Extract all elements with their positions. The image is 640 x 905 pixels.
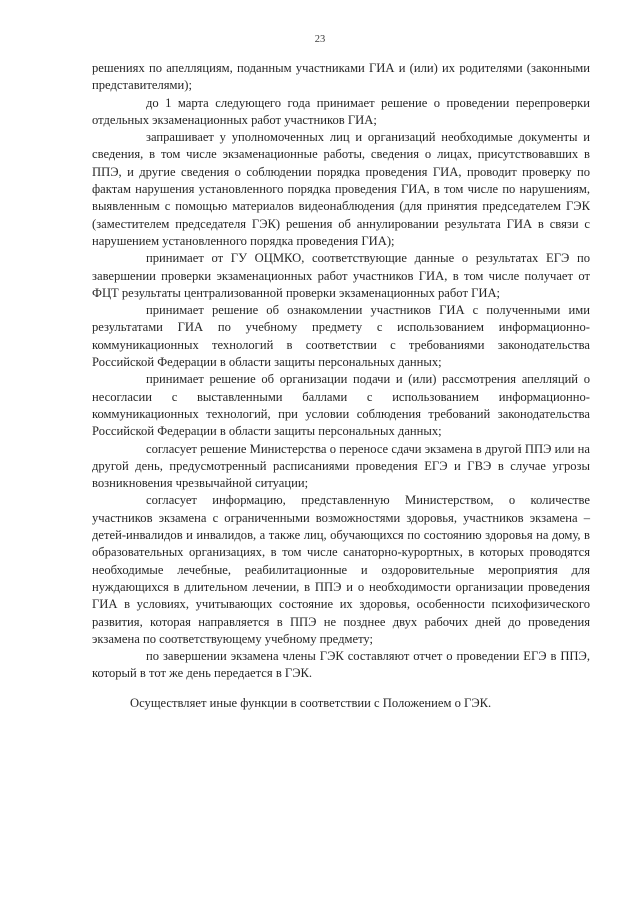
paragraph-6: принимает решение об организации подачи и (или) рассмотрения апелляций о несогласии с выставленными баллами с использованием информационно-коммуникационных технологий, при условии соблюдения требований законодательства Российской Федерации в области защиты персональных данных; [92,372,590,439]
paragraph-3: запрашивает у уполномоченных лиц и организаций необходимые документы и сведения, в том числе экзаменационные работы, сведения о лицах, присутствовавших в ППЭ, и другие сведения о соблюдении порядка проведения ГИА, проводит проверку по фактам нарушения установленного порядка проведения ГИА, в том числе по нарушениям, выявленным с помощью материалов видеонаблюдения (для принятия председателем ГЭК (заместителем председателя ГЭК) решения об аннулировании результата ГИА в связи с нарушением установленного порядка проведения ГИА); [92,130,590,248]
paragraph-4: принимает от ГУ ОЦМКО, соответствующие данные о результатах ЕГЭ по завершении проверки экзаменационных работ участников ГИА, в том числе получает от ФЦТ результаты централизованной проверки экзаменационных работ ГИА; [92,251,590,300]
paragraph-1: решениях по апелляциям, поданным участниками ГИА и (или) их родителями (законными представителями); [92,61,590,93]
page-number: 23 [314,34,326,45]
paragraph-2: до 1 марта следующего года принимает решение о проведении перепроверки отдельных экзаменационных работ участников ГИА; [92,95,590,127]
paragraph-7: согласует решение Министерства о переносе сдачи экзамена в другой ППЭ или на другой день, предусмотренный расписаниями проведения ЕГЭ и ГВЭ в случае угрозы возникновения чрезвычайной ситуации; [92,441,590,491]
paragraph-8: согласует информацию, представленную Министерством, о количестве участников экзамена с ограниченными возможностями здоровья, участников экзамена – детей-инвалидов и инвалидов, а также лиц, обучающихся по состоянию здоровья на дому, в образовательных организациях, в том числе санаторно-курортных, в которых проводятся необходимые лечебные, реабилитационные и оздоровительные мероприятия для нуждающихся в длительном лечении, в ППЭ и о необходимости организации проведения ГИА в условиях, учитывающих состояние их здоровья, особенности психофизического развития, которая направляется в ППЭ не позднее двух рабочих дней до проведения экзамена по соответствующему учебному предмету; [92,493,590,646]
paragraph-10: Осуществляет иные функции в соответствии с Положением о ГЭК. [130,695,492,710]
document-body [92,60,590,712]
paragraph-5: принимает решение об ознакомлении участников ГИА с полученными ими результатами ГИА по учебному предмету с использованием информационно-коммуникационных технологий в соответствии с требованиями законодательства Российской Федерации в области защиты персональных данных; [92,303,590,370]
paragraph-9: по завершении экзамена члены ГЭК составляют отчет о проведении ЕГЭ в ППЭ, который в тот же день передается в ГЭК. [92,649,590,681]
